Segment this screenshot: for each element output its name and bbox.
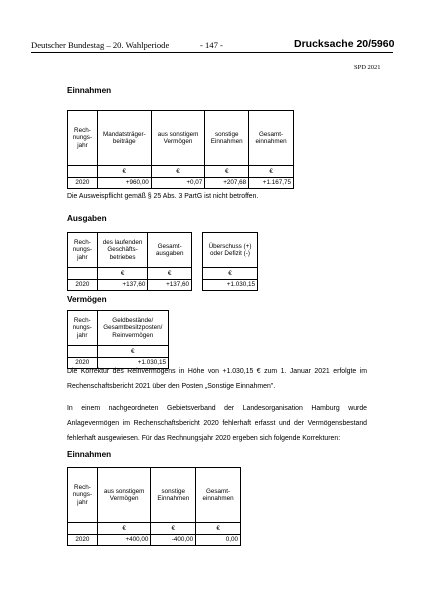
document-number-bold: 5960: [371, 38, 395, 50]
document-number: [294, 38, 394, 50]
surplus-table: [202, 232, 258, 291]
section-heading-assets: Vermögen: [67, 295, 107, 304]
col-header: aus sonstigem Vermögen: [151, 111, 205, 166]
col-header: Gesamt- ausgaben: [148, 233, 192, 268]
table-header-row: [68, 468, 241, 523]
col-header: Geldbestände/ Gesamtbesitzposten/ Reinvermögen: [97, 311, 168, 346]
value-cell: +0,07: [151, 178, 205, 189]
year-cell: 2020: [68, 535, 98, 546]
income-correction-table: [67, 467, 241, 546]
paragraph-hamburg: In einem nachgeordneten Gebietsverband der Landesorganisation Hamburg wurde Anlagevermögen im Rechenschaftsbericht 2020 fehlerhaft erfasst und der Vermögensbestand fehlerhaft ausgewiesen. Für das Rechnungsjahr 2020 ergeben sich folgende Korrekturen:: [67, 405, 367, 442]
table-header-row: [68, 111, 294, 166]
col-header: Rech- nungs- jahr: [68, 468, 98, 523]
unit-row: [68, 523, 241, 535]
table-header-row: [68, 233, 192, 268]
note-text: Die Ausweispflicht gemäß § 25 Abs. 3 PartG ist nicht betroffen.: [67, 193, 259, 200]
unit-cell: €: [196, 523, 241, 535]
year-cell: 2020: [68, 280, 98, 291]
assets-table: [67, 310, 169, 369]
unit-cell-empty: [68, 346, 98, 358]
header-left: Deutscher Bundestag – 20. Wahlperiode: [31, 40, 170, 50]
unit-cell-empty: [68, 268, 98, 280]
unit-cell: €: [148, 268, 192, 280]
section-heading-income-2: Einnahmen: [67, 450, 112, 459]
value-cell: 0,00: [196, 535, 241, 546]
table-row: [68, 280, 192, 291]
table-row: [68, 535, 241, 546]
value-cell: +1.167,75: [249, 178, 294, 189]
table-row: [203, 280, 258, 291]
value-cell: +137,60: [97, 280, 148, 291]
unit-cell: €: [249, 166, 294, 178]
section-heading-expenses: Ausgaben: [67, 214, 107, 223]
income-table: [67, 110, 294, 189]
table-row: [68, 178, 294, 189]
unit-cell: €: [97, 523, 151, 535]
report-tag: SPD 2021: [354, 64, 381, 71]
value-cell: -400,00: [151, 535, 196, 546]
unit-cell: €: [97, 346, 168, 358]
year-cell: 2020: [68, 358, 98, 369]
unit-cell: €: [97, 268, 148, 280]
col-header: sonstige Einnahmen: [151, 468, 196, 523]
unit-row: [68, 166, 294, 178]
value-cell: +207,68: [205, 178, 249, 189]
col-header: sonstige Einnahmen: [205, 111, 249, 166]
year-cell: 2020: [68, 178, 98, 189]
col-header: Überschuss (+) oder Defizit (-): [203, 233, 258, 268]
unit-cell: €: [151, 166, 205, 178]
unit-row: [68, 268, 192, 280]
unit-cell: €: [151, 523, 196, 535]
expenses-table: [67, 232, 192, 291]
table-header-row: [68, 311, 169, 346]
col-header: Rech- nungs- jahr: [68, 111, 98, 166]
value-cell: +400,00: [97, 535, 151, 546]
col-header: Mandatsträger- beiträge: [97, 111, 151, 166]
unit-cell: €: [205, 166, 249, 178]
document-number-prefix: Drucksache 20/: [294, 38, 372, 50]
paragraph-correction: Die Korrektur des Reinvermögens in Höhe von +1.030,15 € zum 1. Januar 2021 erfolgte im Rechenschaftsbericht 2021 über den Posten „Sonstige Einnahmen".: [67, 368, 367, 390]
unit-row: [68, 346, 169, 358]
section-heading-income: Einnahmen: [67, 86, 112, 95]
unit-cell-empty: [68, 166, 98, 178]
unit-cell-empty: [68, 523, 98, 535]
col-header: Gesamt- einnahmen: [196, 468, 241, 523]
col-header: des laufenden Geschäfts- betriebes: [97, 233, 148, 268]
table-header-row: [203, 233, 258, 268]
page-number: - 147 -: [200, 40, 223, 50]
header-rule: [31, 52, 393, 53]
col-header: Rech- nungs- jahr: [68, 233, 98, 268]
value-cell: +1.030,15: [97, 358, 168, 369]
value-cell: +137,60: [148, 280, 192, 291]
value-cell: +1.030,15: [203, 280, 258, 291]
unit-cell: €: [97, 166, 151, 178]
value-cell: +960,00: [97, 178, 151, 189]
col-header: Rech- nungs- jahr: [68, 311, 98, 346]
col-header: Gesamt- einnahmen: [249, 111, 294, 166]
unit-row: [203, 268, 258, 280]
unit-cell: €: [203, 268, 258, 280]
col-header: aus sonstigem Vermögen: [97, 468, 151, 523]
